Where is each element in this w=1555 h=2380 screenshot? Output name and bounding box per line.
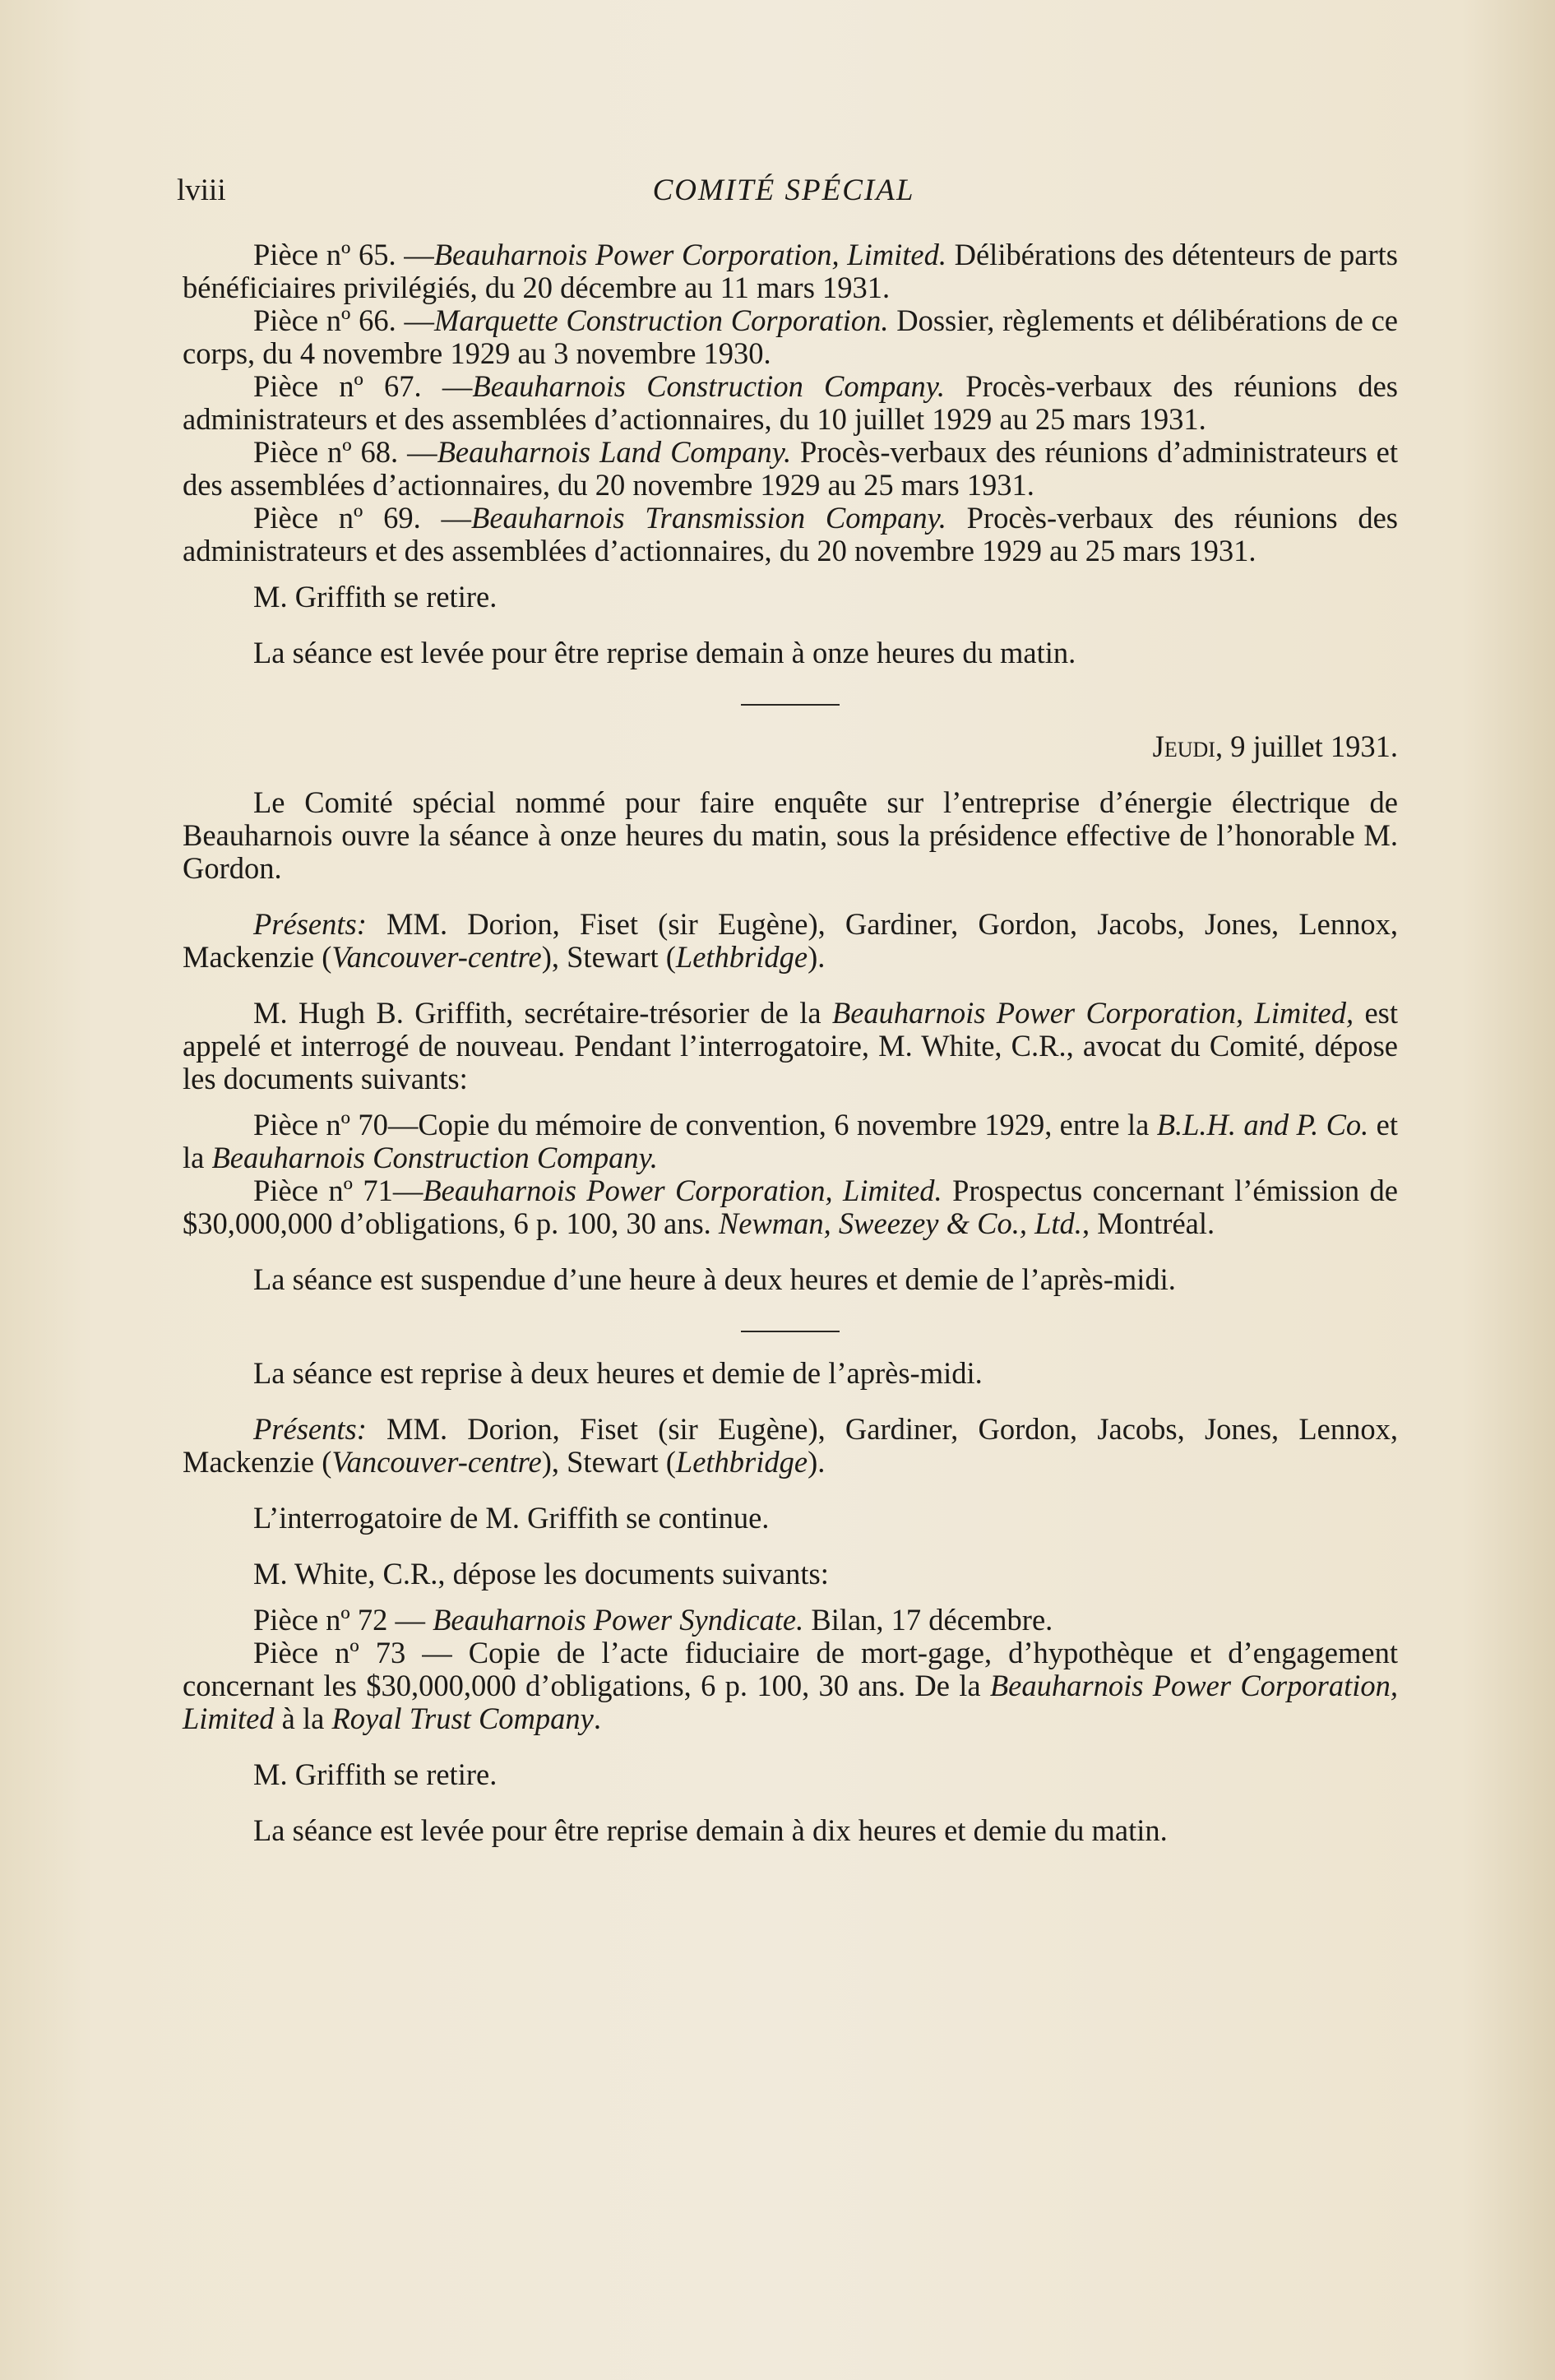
exhibit-65: Pièce nº 65. —Beauharnois Power Corporation, Limited. Délibérations des détenteurs de parts bénéficiaires privilégiés, du 20 décembre au 11 mars 1931.	[183, 238, 1399, 304]
documents-filed: M. White, C.R., dépose les documents suivants:	[253, 1557, 829, 1591]
sitting-date: Jeudi, 9 juillet 1931.	[1152, 729, 1398, 763]
exhibit-67: Pièce nº 67. —Beauharnois Construction Company. Procès-verbaux des réunions des administrateurs et des assemblées d’actionnaires, du 10 juillet 1929 au 25 mars 1931.	[183, 369, 1398, 436]
exhibit-66: Pièce nº 66. —Marquette Construction Corporation. Dossier, règlements et délibérations de ce corps, du 4 novembre 1929 au 3 novembre 1930.	[183, 303, 1398, 370]
exhibit-71: Pièce nº 71—Beauharnois Power Corporation, Limited. Prospectus concernant l’émission de $30,000,000 d’obligations, 6 p. 100, 30 ans. Newman, Sweezey & Co., Ltd., Montréal.	[183, 1174, 1398, 1240]
exhibit-68: Pièce nº 68. —Beauharnois Land Company. Procès-verbaux des réunions d’administrateurs et des assemblées d’actionnaires, du 20 novembre 1929 au 25 mars 1931.	[183, 435, 1398, 502]
page-number: lviii	[177, 174, 226, 207]
sitting-resumed: La séance est reprise à deux heures et demie de l’après-midi.	[253, 1356, 983, 1390]
running-title: COMITÉ SPÉCIAL	[652, 174, 915, 207]
members-present: Présents: MM. Dorion, Fiset (sir Eugène), Gardiner, Gordon, Jacobs, Jones, Lennox, Mackenzie (Vancouver-centre), Stewart (Lethbridge).	[183, 907, 1398, 974]
exhibit-73: Pièce nº 73 — Copie de l’acte fiduciaire de mort-gage, d’hypothèque et d’engagement concernant les $30,000,000 d’obligations, 6 p. 100, 30 ans. De la Beauharnois Power Corporation, Limited à la Royal Trust Company.	[183, 1636, 1398, 1735]
exhibit-72: Pièce nº 72 — Beauharnois Power Syndicate. Bilan, 17 décembre.	[253, 1603, 1053, 1637]
witness-withdraws: M. Griffith se retire.	[253, 580, 498, 614]
examination-continues: L’interrogatoire de M. Griffith se continue.	[253, 1501, 770, 1535]
exhibit-69: Pièce nº 69. —Beauharnois Transmission Company. Procès-verbaux des réunions des administrateurs et des assemblées d’actionnaires, du 20 novembre 1929 au 25 mars 1931.	[183, 501, 1398, 567]
section-divider	[741, 1331, 840, 1332]
page-header	[177, 173, 1391, 222]
body-text	[183, 238, 1398, 1847]
adjournment: La séance est levée pour être reprise demain à onze heures du matin.	[253, 636, 1076, 669]
sitting-opening: Le Comité spécial nommé pour faire enquête sur l’entreprise d’énergie électrique de Beauharnois ouvre la séance à onze heures du matin, sous la présidence effective de l’honorable M. Gordon.	[183, 785, 1398, 885]
witness-withdraws: M. Griffith se retire.	[253, 1757, 498, 1791]
recess: La séance est suspendue d’une heure à deux heures et demie de l’après-midi.	[253, 1262, 1176, 1296]
adjournment: La séance est levée pour être reprise demain à dix heures et demie du matin.	[253, 1813, 1168, 1847]
witness-recalled: M. Hugh B. Griffith, secrétaire-trésorier de la Beauharnois Power Corporation, Limited, est appelé et interrogé de nouveau. Pendant l’interrogatoire, M. White, C.R., avocat du Comité, dépose les documents suivants:	[183, 996, 1399, 1095]
exhibit-70: Pièce nº 70—Copie du mémoire de convention, 6 novembre 1929, entre la B.L.H. and P. Co. et la Beauharnois Construction Company.	[183, 1108, 1398, 1174]
members-present: Présents: MM. Dorion, Fiset (sir Eugène), Gardiner, Gordon, Jacobs, Jones, Lennox, Mackenzie (Vancouver-centre), Stewart (Lethbridge).	[183, 1412, 1398, 1479]
section-divider	[741, 704, 840, 706]
